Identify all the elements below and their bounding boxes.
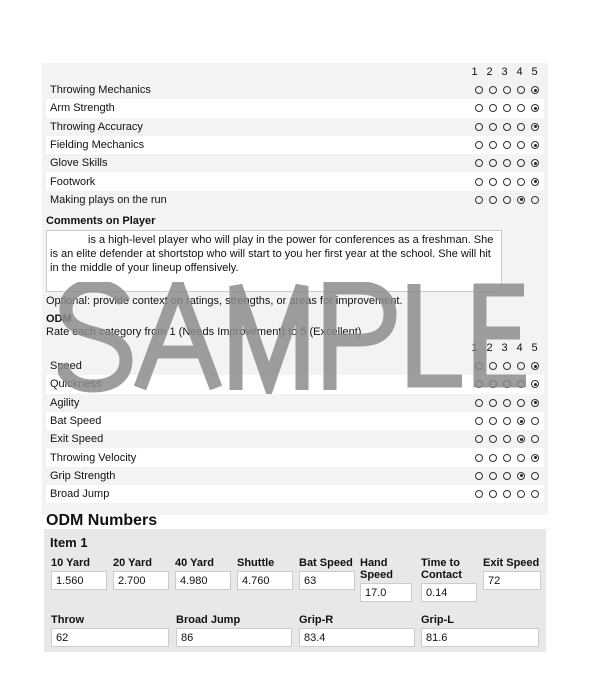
- rating-radio-3[interactable]: [503, 123, 511, 131]
- odm-field: [483, 557, 541, 590]
- rating-label: Speed: [50, 360, 82, 373]
- odm-field: [176, 614, 292, 647]
- rating-radio-3[interactable]: [503, 435, 511, 443]
- rating-radio-5[interactable]: [531, 159, 539, 167]
- rating-label: Grip Strength: [50, 469, 116, 482]
- rating-radio-2[interactable]: [489, 362, 497, 370]
- odm-field-label: 10 Yard: [51, 557, 90, 569]
- rating-row: [46, 81, 544, 99]
- odm-field-label: 20 Yard: [113, 557, 152, 569]
- rating-row: [46, 99, 544, 117]
- odm-field: [175, 557, 231, 590]
- odm-field-input[interactable]: 4.760: [237, 571, 293, 590]
- odm-field-label: Broad Jump: [176, 614, 241, 626]
- item-title: Item 1: [50, 535, 88, 550]
- rating-label: Quickness: [50, 378, 102, 391]
- odm-field: [237, 557, 293, 590]
- rating-row: [46, 412, 544, 430]
- rating-radio-1[interactable]: [475, 472, 483, 480]
- rating-radio-5[interactable]: [531, 435, 539, 443]
- rating-radio-4[interactable]: [517, 362, 525, 370]
- rating-radio-5[interactable]: [531, 123, 539, 131]
- odm-field-input[interactable]: 1.560: [51, 571, 107, 590]
- rating-radio-3[interactable]: [503, 159, 511, 167]
- rating-radio-5[interactable]: [531, 362, 539, 370]
- comments-textarea[interactable]: [46, 230, 502, 292]
- rating-row: [46, 136, 544, 154]
- rating-radio-2[interactable]: [489, 196, 497, 204]
- odm-field: [360, 557, 412, 602]
- rating-radio-4[interactable]: [517, 417, 525, 425]
- rating-radio-4[interactable]: [517, 435, 525, 443]
- odm-field-label: Time to Contact: [421, 557, 462, 581]
- scale-label: 1: [471, 66, 478, 78]
- rating-radio-3[interactable]: [503, 86, 511, 94]
- rating-radio-1[interactable]: [475, 159, 483, 167]
- rating-radio-4[interactable]: [517, 123, 525, 131]
- rating-radio-2[interactable]: [489, 417, 497, 425]
- rating-label: Arm Strength: [50, 102, 115, 115]
- odm-field-input[interactable]: 86: [176, 628, 292, 647]
- odm-field-label: Throw: [51, 614, 84, 626]
- ratings-panel: [42, 63, 548, 515]
- rating-radio-2[interactable]: [489, 178, 497, 186]
- rating-radio-3[interactable]: [503, 104, 511, 112]
- comments-label: Comments on Player: [46, 215, 156, 227]
- rating-label: Making plays on the run: [50, 193, 167, 206]
- rating-radio-group: [472, 178, 542, 186]
- rating-radio-1[interactable]: [475, 104, 483, 112]
- scale-label: 2: [486, 342, 493, 354]
- rating-radio-group: [472, 435, 542, 443]
- rating-radio-4[interactable]: [517, 178, 525, 186]
- odm-field-input[interactable]: 81.6: [421, 628, 539, 647]
- rating-radio-5[interactable]: [531, 490, 539, 498]
- rating-radio-1[interactable]: [475, 380, 483, 388]
- rating-row: [46, 485, 544, 503]
- rating-radio-group: [472, 399, 542, 407]
- rating-label: Agility: [50, 396, 80, 409]
- rating-radio-4[interactable]: [517, 490, 525, 498]
- rating-radio-5[interactable]: [531, 178, 539, 186]
- rating-label: Footwork: [50, 175, 96, 188]
- rating-radio-2[interactable]: [489, 159, 497, 167]
- rating-label: Fielding Mechanics: [50, 139, 145, 152]
- rating-radio-1[interactable]: [475, 141, 483, 149]
- rating-label: Throwing Accuracy: [50, 120, 143, 133]
- rating-row: [46, 375, 544, 393]
- rating-radio-2[interactable]: [489, 123, 497, 131]
- rating-label: Glove Skills: [50, 157, 108, 170]
- rating-radio-3[interactable]: [503, 417, 511, 425]
- rating-radio-1[interactable]: [475, 454, 483, 462]
- rating-radio-2[interactable]: [489, 104, 497, 112]
- rating-radio-1[interactable]: [475, 86, 483, 94]
- rating-radio-group: [472, 123, 542, 131]
- odm-field-label: Hand Speed: [360, 557, 394, 581]
- odm-field-input[interactable]: 72: [483, 571, 541, 590]
- rating-radio-5[interactable]: [531, 417, 539, 425]
- rating-radio-2[interactable]: [489, 490, 497, 498]
- rating-radio-1[interactable]: [475, 435, 483, 443]
- rating-radio-3[interactable]: [503, 454, 511, 462]
- rating-radio-5[interactable]: [531, 104, 539, 112]
- rating-radio-3[interactable]: [503, 196, 511, 204]
- rating-radio-1[interactable]: [475, 178, 483, 186]
- scale-label: 4: [516, 66, 523, 78]
- odm-field-label: Grip-L: [421, 614, 454, 626]
- rating-radio-3[interactable]: [503, 362, 511, 370]
- rating-radio-group: [472, 159, 542, 167]
- rating-row: [46, 430, 544, 448]
- odm-title: ODM: [46, 313, 72, 325]
- odm-field: [113, 557, 169, 590]
- rating-row: [46, 118, 544, 136]
- rating-radio-3[interactable]: [503, 141, 511, 149]
- rating-label: Throwing Mechanics: [50, 84, 151, 97]
- rating-radio-3[interactable]: [503, 178, 511, 186]
- comments-help-text: Optional: provide context on ratings, strengths, or areas for improvement.: [46, 295, 403, 307]
- odm-numbers-title: ODM Numbers: [46, 512, 158, 529]
- rating-radio-1[interactable]: [475, 123, 483, 131]
- rating-radio-group: [472, 362, 542, 370]
- rating-radio-3[interactable]: [503, 472, 511, 480]
- odm-instructions: Rate each category from 1 (Needs Improvement) to 5 (Excellent): [46, 326, 362, 338]
- rating-radio-1[interactable]: [475, 490, 483, 498]
- odm-field-input[interactable]: 63: [299, 571, 355, 590]
- rating-radio-1[interactable]: [475, 417, 483, 425]
- comments-text: is a high-level player who will play in the power for conferences as a freshman. She is an elite defender at shortstop who will start to you her first year at the school. She will hit in the middle of your lineup offensively.: [50, 234, 494, 274]
- rating-radio-2[interactable]: [489, 454, 497, 462]
- scale-label: 2: [486, 66, 493, 78]
- scale-label: 3: [501, 66, 508, 78]
- rating-radio-5[interactable]: [531, 454, 539, 462]
- rating-radio-5[interactable]: [531, 86, 539, 94]
- rating-radio-3[interactable]: [503, 380, 511, 388]
- rating-radio-4[interactable]: [517, 86, 525, 94]
- odm-field-input[interactable]: 0.14: [421, 583, 477, 602]
- rating-radio-1[interactable]: [475, 362, 483, 370]
- rating-radio-3[interactable]: [503, 490, 511, 498]
- rating-radio-4[interactable]: [517, 196, 525, 204]
- odm-field-input[interactable]: 83.4: [299, 628, 415, 647]
- rating-radio-2[interactable]: [489, 86, 497, 94]
- rating-radio-5[interactable]: [531, 399, 539, 407]
- scale-label: 1: [471, 342, 478, 354]
- odm-item-1: [44, 529, 546, 652]
- rating-label: Throwing Velocity: [50, 451, 137, 464]
- odm-scale-header: [467, 342, 542, 356]
- rating-radio-group: [472, 104, 542, 112]
- rating-row: [46, 154, 544, 172]
- odm-field-label: Shuttle: [237, 557, 275, 569]
- rating-label: Bat Speed: [50, 415, 102, 428]
- rating-row: [46, 191, 544, 209]
- rating-radio-group: [472, 472, 542, 480]
- rating-radio-group: [472, 490, 542, 498]
- odm-field: [51, 557, 107, 590]
- rating-radio-2[interactable]: [489, 435, 497, 443]
- rating-radio-group: [472, 380, 542, 388]
- rating-radio-group: [472, 196, 542, 204]
- rating-label: Exit Speed: [50, 433, 104, 446]
- rating-label: Broad Jump: [50, 488, 110, 501]
- odm-field-label: 40 Yard: [175, 557, 214, 569]
- odm-field: [421, 614, 539, 647]
- rating-radio-2[interactable]: [489, 472, 497, 480]
- rating-row: [46, 172, 544, 190]
- rating-radio-5[interactable]: [531, 141, 539, 149]
- rating-radio-group: [472, 141, 542, 149]
- rating-row: [46, 394, 544, 412]
- scale-label: 5: [531, 342, 538, 354]
- skills-scale-header: [467, 66, 542, 80]
- rating-radio-4[interactable]: [517, 141, 525, 149]
- rating-radio-4[interactable]: [517, 380, 525, 388]
- rating-radio-5[interactable]: [531, 380, 539, 388]
- odm-field-label: Exit Speed: [483, 557, 540, 569]
- rating-row: [46, 448, 544, 466]
- rating-radio-2[interactable]: [489, 399, 497, 407]
- rating-radio-5[interactable]: [531, 472, 539, 480]
- odm-field: [51, 614, 169, 647]
- scale-label: 4: [516, 342, 523, 354]
- rating-radio-4[interactable]: [517, 472, 525, 480]
- rating-row: [46, 357, 544, 375]
- odm-field-label: Grip-R: [299, 614, 334, 626]
- rating-radio-group: [472, 417, 542, 425]
- rating-radio-4[interactable]: [517, 104, 525, 112]
- rating-row: [46, 467, 544, 485]
- odm-field: [299, 557, 355, 590]
- scale-label: 3: [501, 342, 508, 354]
- odm-field: [299, 614, 415, 647]
- scale-label: 5: [531, 66, 538, 78]
- rating-radio-1[interactable]: [475, 196, 483, 204]
- skills-rating-list: [46, 81, 544, 209]
- rating-radio-group: [472, 86, 542, 94]
- odm-field-input[interactable]: 4.980: [175, 571, 231, 590]
- odm-rating-list: [46, 357, 544, 503]
- odm-field-label: Bat Speed: [299, 557, 353, 569]
- rating-radio-4[interactable]: [517, 159, 525, 167]
- rating-radio-2[interactable]: [489, 380, 497, 388]
- odm-field-input[interactable]: 17.0: [360, 583, 412, 602]
- rating-radio-1[interactable]: [475, 399, 483, 407]
- rating-radio-4[interactable]: [517, 454, 525, 462]
- rating-radio-2[interactable]: [489, 141, 497, 149]
- odm-field: [421, 557, 477, 602]
- rating-radio-group: [472, 454, 542, 462]
- rating-radio-5[interactable]: [531, 196, 539, 204]
- rating-radio-3[interactable]: [503, 399, 511, 407]
- odm-field-input[interactable]: 62: [51, 628, 169, 647]
- rating-radio-4[interactable]: [517, 399, 525, 407]
- odm-field-input[interactable]: 2.700: [113, 571, 169, 590]
